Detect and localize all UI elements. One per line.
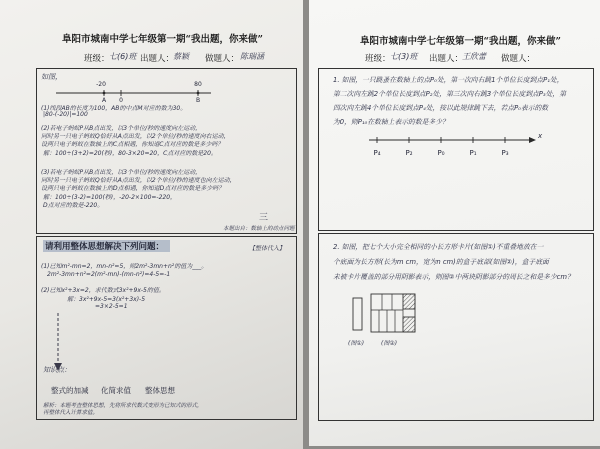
origin-label: 0 bbox=[119, 97, 123, 104]
axis-arrow-icon bbox=[529, 137, 536, 143]
left-question1-box bbox=[36, 68, 297, 234]
right-question2-box bbox=[318, 233, 594, 421]
point-a-dot bbox=[103, 92, 106, 95]
q2-part2-line: (2)已知x²+3x=2，求代数式3x²+9x-5的值。 bbox=[41, 287, 165, 294]
axis-label: x bbox=[538, 132, 543, 140]
point-b-label: B bbox=[195, 97, 201, 104]
right-worksheet bbox=[309, 0, 600, 446]
q1-part1-line: (1)线段AB的长度为100，AB的中点M对应的数为30。 bbox=[41, 105, 187, 112]
figure2-box bbox=[371, 294, 415, 332]
point-label-p1: P₁ bbox=[469, 149, 477, 157]
right-q2-line: 2. 如图，把七个大小完全相同的小长方形卡片(如图①)不重叠地放在一 bbox=[333, 243, 544, 251]
left-class-label: 班级： bbox=[84, 54, 110, 64]
left-sheet-title: 阜阳市城南中学七年级第一期“我出题，你来做” bbox=[62, 34, 263, 45]
right-q1-line: 为0，则P₁₀在数轴上表示的数是多少？ bbox=[333, 118, 449, 126]
point-b-value-label: 80 bbox=[194, 81, 202, 88]
right-setter-label: 出题人： bbox=[429, 54, 464, 64]
analysis-line: 解析：本题考查整体思想，先将所求代数式变形为已知式的形式， bbox=[43, 403, 203, 409]
q1-part3-line: (3)若电子蚂蚁P从B点出发，以3个单位/秒的速度向左运动， bbox=[41, 169, 202, 176]
q2-part2-line: =3×2-5=1 bbox=[95, 303, 128, 310]
q2-part2-line: 解：3x²+9x-5=3(x²+3x)-5 bbox=[67, 296, 146, 303]
left-q1-intro: 如图， bbox=[41, 73, 62, 81]
knowledge-item: 化简求值 bbox=[101, 386, 131, 395]
knowledge-label: 知识点： bbox=[43, 366, 71, 374]
q1-part3-line: 设两只电子蚂蚁在数轴上的D点相遇，你知道D点对应的数是多少吗？ bbox=[41, 185, 225, 192]
q2-highlighted-heading: 请利用整体思想解决下列问题： bbox=[43, 240, 170, 252]
figure1-label: (图①) bbox=[348, 340, 365, 347]
left-solver-label: 做题人： bbox=[205, 54, 240, 64]
knowledge-item: 整体思想 bbox=[145, 386, 175, 395]
point-label-p2: P₂ bbox=[405, 149, 413, 157]
left-class-value: 七(6)班 bbox=[109, 52, 137, 61]
q2-tag: 【整体代入】 bbox=[249, 245, 286, 252]
q1-source-note: 本题出自：数轴上的动点问题 bbox=[223, 226, 295, 232]
right-sheet-title: 阜阳市城南中学七年级第一期“我出题，你来做” bbox=[360, 36, 561, 47]
right-q1-line: 四次向左跳4个单位长度到点P₄处，按以此规律跳下去，若点P₀表示的数 bbox=[333, 104, 549, 112]
right-class-value: 七(3)班 bbox=[390, 52, 418, 61]
q2-part1-work: 2m²-3mn+n²=2(m²-mn)-(mn-n²)=4-5=-1 bbox=[47, 271, 171, 278]
right-solver-label: 做题人： bbox=[501, 54, 536, 64]
shaded-region bbox=[403, 317, 415, 332]
q1-part1-line: |80-(-20)|=100 bbox=[43, 111, 88, 118]
point-label-p4: P₄ bbox=[373, 149, 381, 157]
point-b-dot bbox=[197, 92, 200, 95]
figure2-label: (图②) bbox=[381, 340, 398, 347]
left-question2-box bbox=[36, 236, 297, 420]
shaded-region bbox=[403, 294, 415, 309]
q1-part3-line: 同时另一只电子蚂蚁Q恰好从A点出发，以2个单位/秒的速度也向左运动， bbox=[41, 177, 236, 184]
q1-part2-line: (2)若电子蚂蚁P从B点出发，以3个单位/秒的速度向左运动， bbox=[41, 125, 202, 132]
analysis-line: 再整体代入计算求值。 bbox=[43, 410, 99, 416]
q1-part2-line: 设两只电子蚂蚁在数轴上的C点相遇，你知道C点对应的数是多少吗？ bbox=[41, 141, 224, 148]
right-q1-line: 1. 如图，一只跳蚤在数轴上的点P₀处，第一次向右跳1个单位长度到点P₁处， bbox=[333, 76, 564, 84]
knowledge-item: 整式的加减 bbox=[51, 386, 89, 395]
point-a-value-label: -20 bbox=[96, 81, 106, 88]
right-setter-value: 王欣蕾 bbox=[462, 52, 486, 61]
right-number-line bbox=[319, 128, 593, 164]
q2-part1: (1)已知m²-mn=2，mn-n²=5，则2m²-3mn+n²的值为___。 bbox=[41, 263, 208, 270]
q1-part2-line: 同时另一只电子蚂蚁Q恰好从A点出发，以2个单位/秒的速度向右运动， bbox=[41, 133, 230, 140]
right-q1-line: 第二次向左跳2个单位长度到点P₂处，第三次向右跳3个单位长度到点P₃处，第 bbox=[333, 90, 566, 98]
right-q2-line: 未被卡片覆盖的部分用阴影表示，则图②中两块阴影部分的周长之和是多少cm？ bbox=[333, 273, 574, 281]
handwritten-mark: 三 bbox=[259, 213, 269, 223]
point-a-label: A bbox=[101, 97, 107, 104]
figure1-card bbox=[353, 298, 362, 330]
left-setter-label: 出题人： bbox=[140, 54, 175, 64]
point-label-p0: P₀ bbox=[437, 149, 445, 157]
q1-part2-answer: 解：100÷(3+2)=20(秒)，80-3×20=20，C点对应的数是20。 bbox=[43, 150, 217, 157]
q1-part3-answer: 解：100÷(3-2)=100(秒)，-20-2×100=-220， bbox=[43, 194, 177, 201]
right-class-label: 班级： bbox=[365, 54, 391, 64]
right-question1-box bbox=[318, 68, 594, 231]
rectangle-figures bbox=[347, 290, 427, 338]
q1-part3-answer: D点对应的数是-220。 bbox=[43, 202, 104, 209]
left-setter-value: 蔡颖 bbox=[173, 52, 189, 61]
point-label-p3: P₃ bbox=[501, 149, 509, 157]
right-q2-line: 个底面为长方形(长为m cm，宽为n cm)的盒子底部(如图②)，盒子底面 bbox=[333, 258, 549, 266]
left-solver-value: 陈瑞涵 bbox=[240, 52, 264, 61]
